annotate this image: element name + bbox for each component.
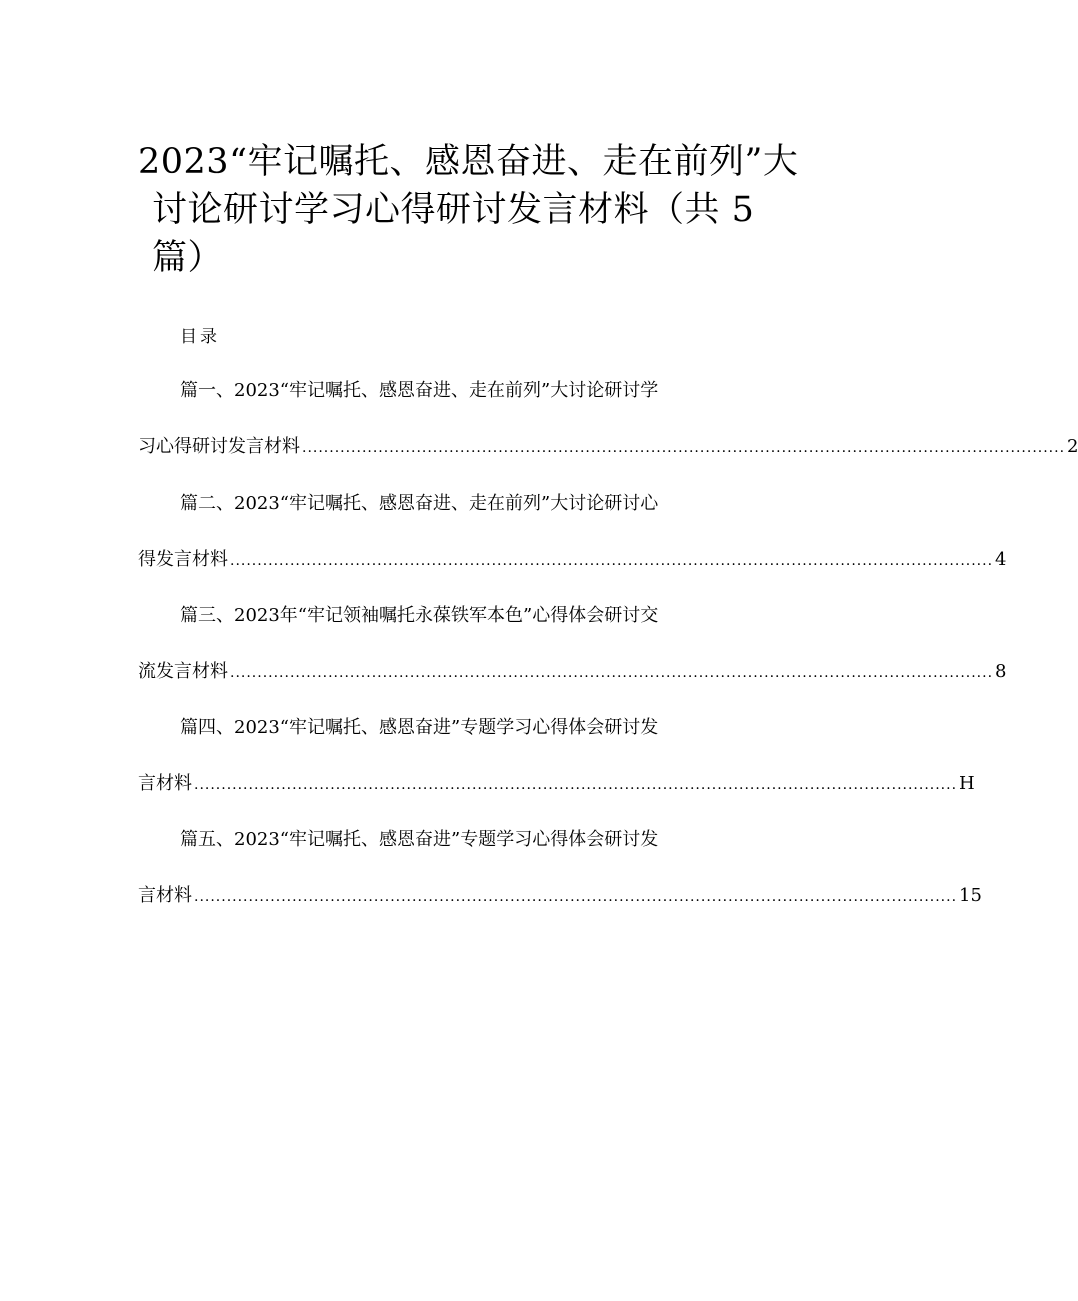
toc-dot-leader: ............................................................................................................................................ — [230, 553, 994, 569]
toc-entry-5-text: 言材料 — [138, 885, 192, 906]
title-line-2: 讨论研讨学习心得研讨发言材料（共 5 — [152, 190, 755, 230]
toc-entry-2-page: 4 — [995, 549, 1007, 570]
toc-entry-2-text: 得发言材料 — [138, 549, 228, 570]
title-line-3: 篇） — [152, 238, 224, 278]
toc-entry-1-line-1: 篇一、2023“牢记嘱托、感恩奋进、走在前列”大讨论研讨学 — [180, 380, 659, 401]
toc-entry-3-line-1: 篇三、2023年“牢记领袖嘱托永葆铁军本色”心得体会研讨交 — [180, 605, 659, 626]
toc-entry-4-text: 言材料 — [138, 773, 192, 794]
toc-entry-4-line-1: 篇四、2023“牢记嘱托、感恩奋进”专题学习心得体会研讨发 — [180, 717, 659, 738]
toc-entry-5-line-2 — [138, 881, 982, 907]
document-title — [138, 138, 799, 282]
toc-heading: 目录 — [180, 327, 220, 347]
toc-dot-leader: ............................................................................................................................................ — [194, 777, 958, 793]
toc-entry-4-page: H — [959, 773, 975, 794]
toc-entry-3-line-2 — [138, 657, 1007, 683]
toc-entry-2-line-2 — [138, 545, 1007, 571]
toc-entry-1-page: 2 — [1067, 436, 1078, 457]
toc-entry-1-text: 习心得研讨发言材料 — [138, 436, 300, 457]
toc-entry-5-line-1: 篇五、2023“牢记嘱托、感恩奋进”专题学习心得体会研讨发 — [180, 829, 659, 850]
toc-entry-1-line-2 — [138, 432, 1078, 458]
toc-entry-3-page: 8 — [995, 661, 1007, 682]
toc-entry-2-line-1: 篇二、2023“牢记嘱托、感恩奋进、走在前列”大讨论研讨心 — [180, 493, 659, 514]
title-line-1: 2023“牢记嘱托、感恩奋进、走在前列”大 — [138, 142, 799, 182]
toc-dot-leader: ............................................................................................................................................ — [194, 889, 958, 905]
toc-dot-leader: ............................................................................................................................................ — [302, 440, 1066, 456]
toc-entry-4-line-2 — [138, 769, 975, 795]
toc-entry-3-text: 流发言材料 — [138, 661, 228, 682]
toc-entry-5-page: 15 — [959, 885, 982, 906]
toc-dot-leader: ............................................................................................................................................ — [230, 665, 994, 681]
